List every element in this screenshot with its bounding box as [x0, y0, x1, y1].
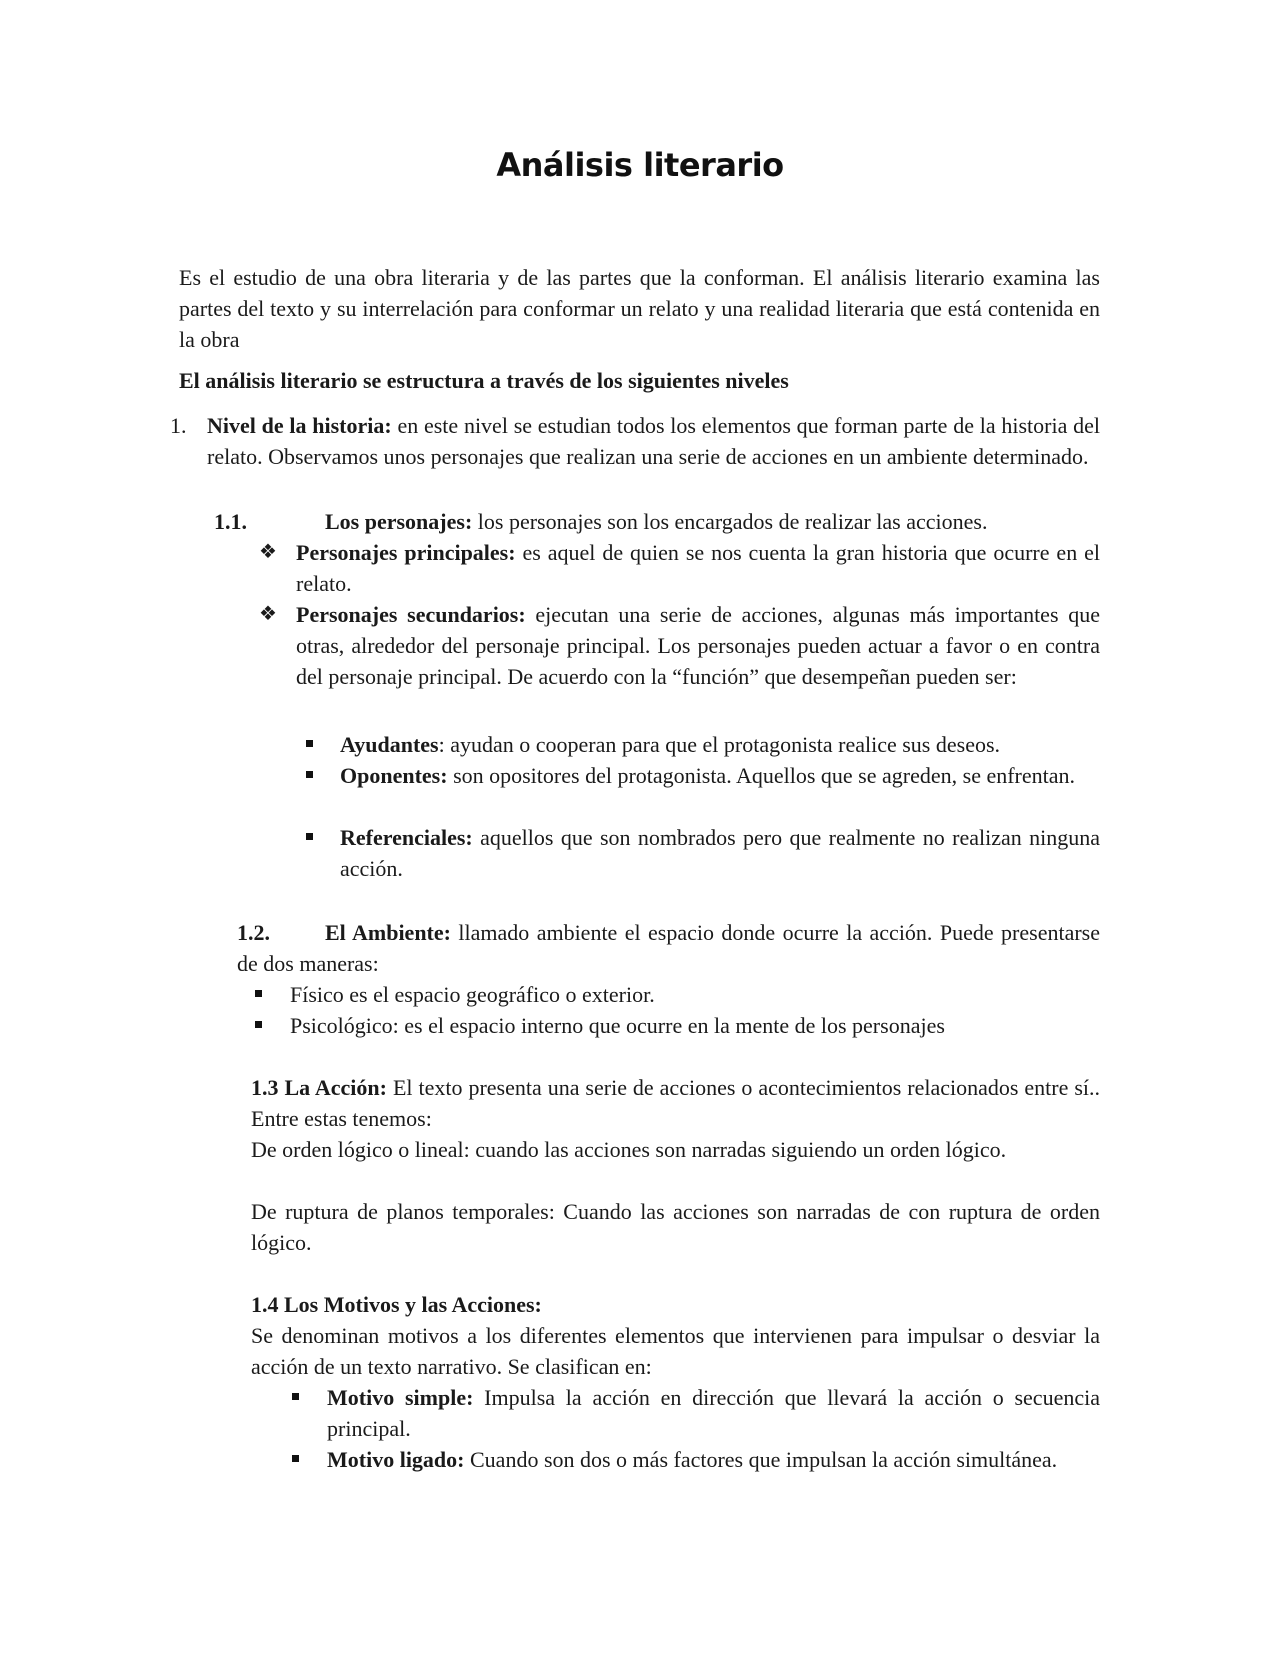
bullet-text: aquellos que son nombrados pero que realmente no realizan ninguna acción.	[340, 825, 1100, 881]
bullet-text: : ayudan o cooperan para que el protagonista realice sus deseos.	[438, 732, 1001, 757]
list-number-1: 1.	[170, 413, 187, 438]
diamond-bullet-icon: ❖	[259, 603, 277, 625]
square-bullet-icon	[306, 833, 313, 840]
section-1-1-intro	[325, 506, 1100, 537]
level1-item	[207, 410, 1100, 472]
list-item: Psicológico: es el espacio interno que ocurre en la mente de los personajes	[290, 1013, 945, 1038]
section-number-1-2: 1.2.	[237, 917, 270, 948]
section-1-3-paragraph: De ruptura de planos temporales: Cuando las acciones son narradas de con ruptura de orden lógico.	[251, 1199, 1100, 1255]
diamond-bullet-icon: ❖	[259, 541, 277, 563]
section-1-4-heading	[251, 1289, 1100, 1320]
level1-text: en este nivel se estudian todos los elementos que forman parte de la historia del relato. Observamos unos personajes que realizan una serie de acciones en un ambiente determinado.	[207, 413, 1100, 469]
section-1-3-paragraph: De orden lógico o lineal: cuando las acciones son narradas siguiendo un orden lógico.	[251, 1137, 1007, 1162]
intro-paragraph: Es el estudio de una obra literaria y de las partes que la conforman. El análisis literario examina las partes del texto y su interrelación para conformar un relato y una realidad literaria que está contenida en la obra	[179, 265, 1100, 352]
square-bullet-icon	[306, 740, 313, 747]
list-item	[340, 760, 1100, 791]
list-item	[340, 822, 1100, 884]
square-bullet-icon	[292, 1455, 299, 1462]
section-1-3-label: 1.3 La Acción:	[251, 1075, 387, 1100]
section-number-1-1: 1.1.	[214, 509, 247, 534]
bullet-label: Personajes secundarios:	[296, 602, 526, 627]
levels-heading-text: El análisis literario se estructura a través de los siguientes niveles	[179, 368, 789, 393]
section-1-4-heading-text: 1.4 Los Motivos y las Acciones:	[251, 1292, 542, 1317]
page-title: Análisis literario	[496, 146, 784, 184]
square-bullet-icon	[255, 1021, 262, 1028]
square-bullet-icon	[255, 990, 262, 997]
bullet-text: son opositores del protagonista. Aquellos que se agreden, se enfrentan.	[447, 763, 1076, 788]
bullet-text: ejecutan una serie de acciones, algunas más importantes que otras, alrededor del personaje principal. Los personajes pueden actuar a favor o en contra del personaje principal. De acuerdo con la “función” que desempeñan pueden ser:	[296, 602, 1100, 689]
level1-label: Nivel de la historia:	[207, 413, 392, 438]
section-1-1-text: los personajes son los encargados de realizar las acciones.	[472, 509, 988, 534]
section-1-2-text: llamado ambiente el espacio donde ocurre la acción. Puede presentarse de dos maneras:	[237, 920, 1100, 976]
list-item	[296, 537, 1100, 599]
list-item	[327, 1382, 1100, 1444]
bullet-text: Cuando son dos o más factores que impulsan la acción simultánea.	[464, 1447, 1058, 1472]
bullet-label: Motivo ligado:	[327, 1447, 465, 1472]
bullet-label: Motivo simple:	[327, 1385, 474, 1410]
list-item	[327, 1444, 1100, 1475]
section-1-2-intro	[237, 917, 1100, 979]
square-bullet-icon	[292, 1393, 299, 1400]
section-1-3-intro	[251, 1072, 1100, 1134]
levels-heading	[179, 365, 1100, 396]
section-1-3-text: El texto presenta una serie de acciones o acontecimientos relacionados entre sí.. Entre estas tenemos:	[251, 1075, 1100, 1131]
bullet-text: Impulsa la acción en dirección que llevará la acción o secuencia principal.	[327, 1385, 1100, 1441]
list-item: Físico es el espacio geográfico o exterior.	[290, 982, 655, 1007]
list-item	[296, 599, 1100, 692]
square-bullet-icon	[306, 771, 313, 778]
section-1-4-paragraph: Se denominan motivos a los diferentes elementos que intervienen para impulsar o desviar la acción de un texto narrativo. Se clasifican en:	[251, 1323, 1100, 1379]
bullet-text: es aquel de quien se nos cuenta la gran historia que ocurre en el relato.	[296, 540, 1100, 596]
section-1-1-label: Los personajes:	[325, 509, 473, 534]
bullet-label: Ayudantes	[340, 732, 439, 757]
bullet-label: Personajes principales:	[296, 540, 516, 565]
list-item	[340, 729, 1100, 760]
bullet-label: Referenciales:	[340, 825, 473, 850]
section-1-2-label: El Ambiente:	[325, 920, 451, 945]
bullet-label: Oponentes:	[340, 763, 448, 788]
